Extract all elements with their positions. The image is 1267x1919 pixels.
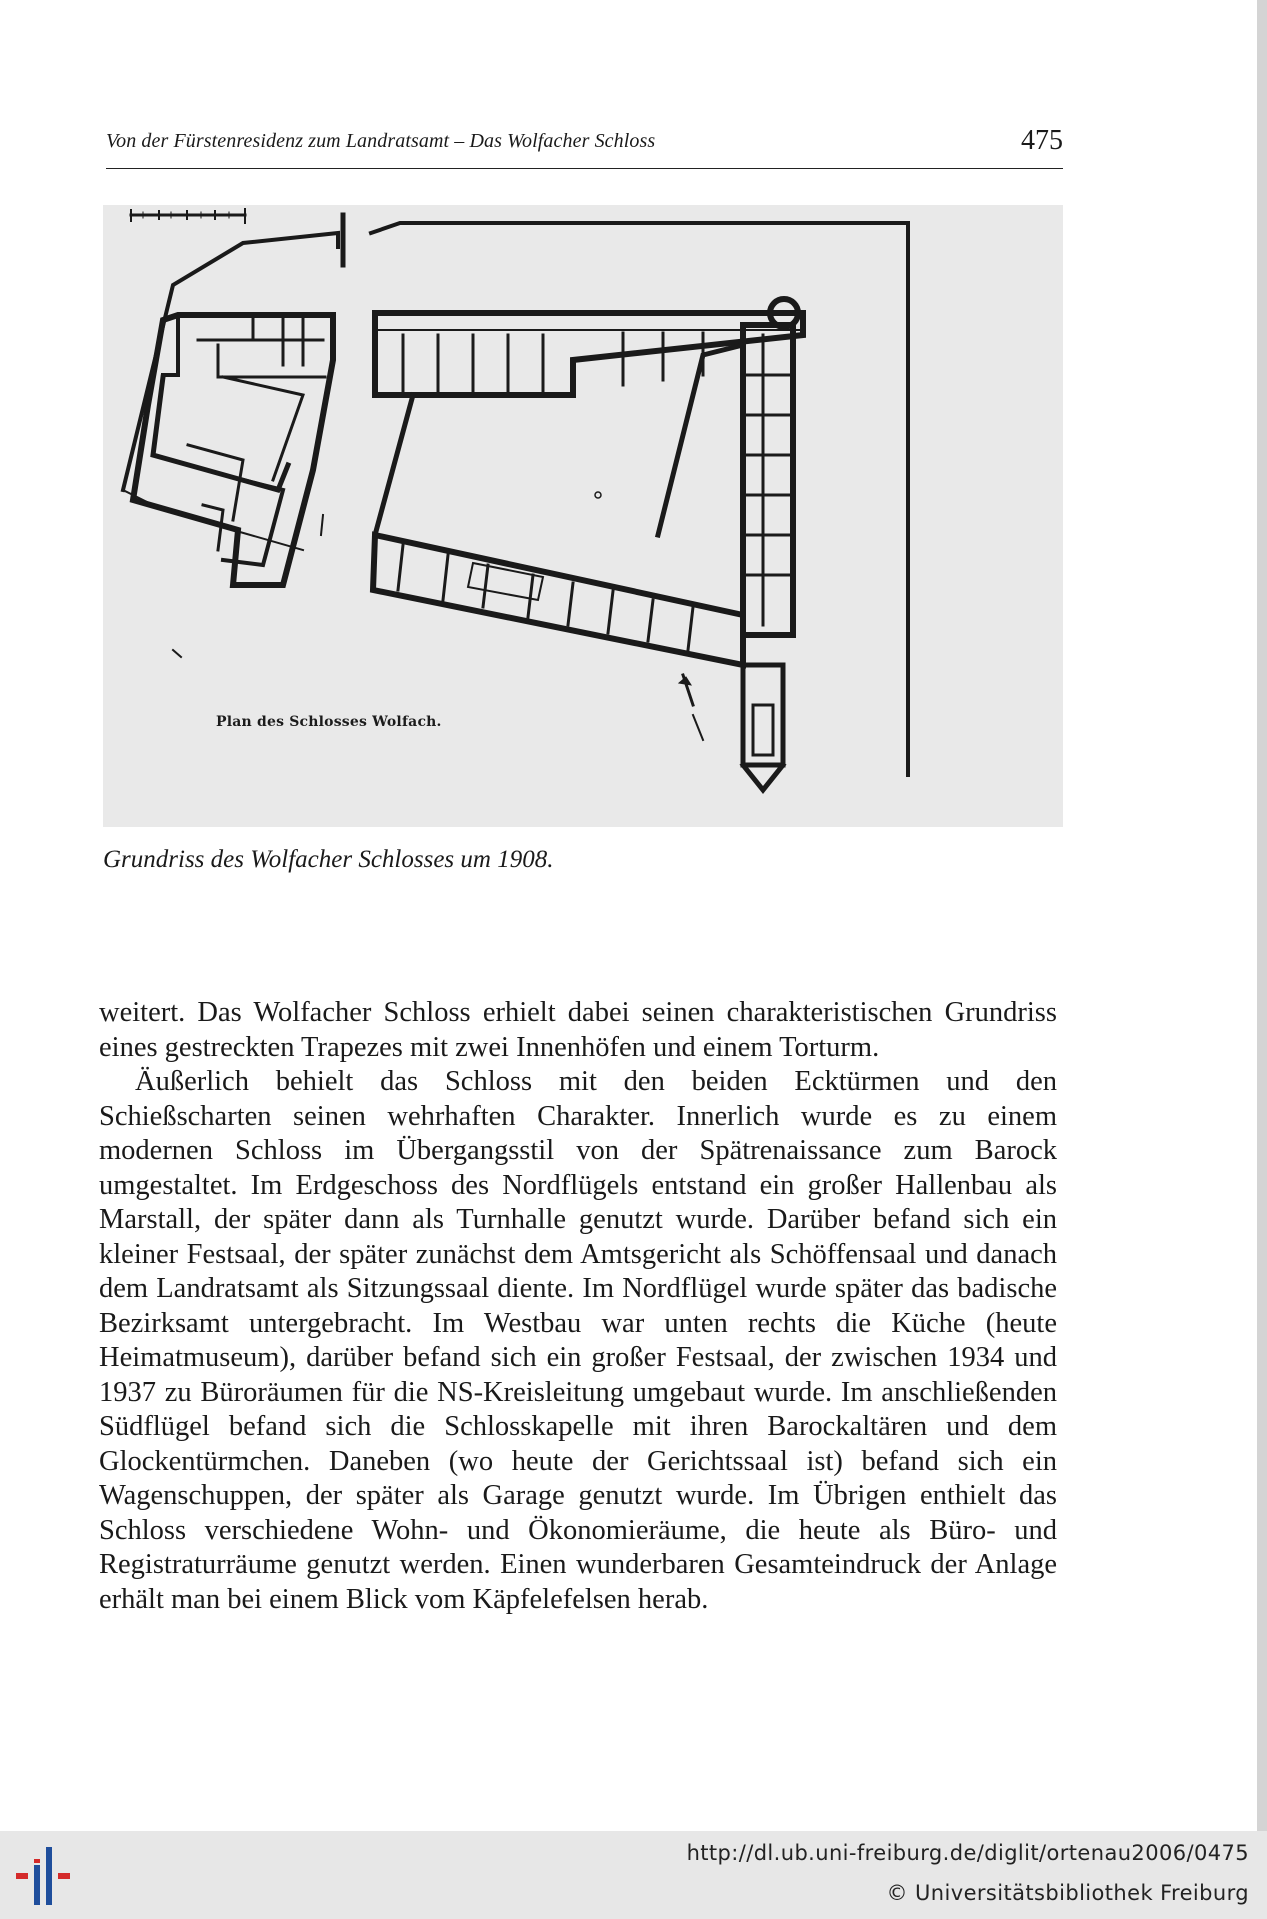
- scale-bar: [131, 209, 245, 223]
- floor-plan-drawing: [103, 205, 1063, 827]
- body-text: [99, 996, 1057, 1617]
- running-title: Von der Fürstenresidenz zum Landratsamt – Das Wolfacher Schloss: [106, 130, 656, 152]
- paragraph-1: weitert. Das Wolfacher Schloss erhielt dabei seinen charakteristischen Grundriss eines gestreckten Trapezes mit zwei Innenhöfen und einem Torturm.: [99, 997, 1057, 1063]
- page-number: 475: [1021, 125, 1063, 156]
- running-head: [106, 125, 1063, 169]
- paragraph-2: Äußerlich behielt das Schloss mit den beiden Ecktürmen und den Schießscharten seinen wehrhaften Charakter. Innerlich wurde es zu einem modernen Schloss im Übergangsstil von der Spätrenaissance zum Barock umgestaltet. Im Erdgeschoss des Nordflügels entstand ein großer Hallenbau als Marstall, der später dann als Turnhalle genutzt wurde. Darüber befand sich ein kleiner Festsaal, der später zunächst dem Amtsgericht als Schöffensaal und danach dem Landratsamt als Sitzungssaal diente. Im Nordflügel wurde später das badische Bezirksamt untergebracht. Im Westbau war unten rechts die Küche (heute Heimatmuseum), darüber befand sich ein großer Festsaal, der zwischen 1934 und 1937 zu Büroräumen für die NS-Kreisleitung umgebaut wurde. Im anschließenden Südflügel befand sich die Schlosskapelle mit ihren Barockaltären und dem Glockentürmchen. Daneben (wo heute der Gerichtssaal ist) befand sich ein Wagenschuppen, der später als Garage genutzt wurde. Im Übrigen enthielt das Schloss verschiedene Wohn- und Ökonomieräume, die heute als Büro- und Registraturräume genutzt werden. Einen wunderbaren Gesamteindruck der Anlage erhält man bei einem Blick vom Käpfelefelsen herab.: [99, 1066, 1057, 1615]
- footer-bar: [0, 1831, 1267, 1919]
- figure-caption: Grundriss des Wolfacher Schlosses um 1908.: [103, 846, 554, 873]
- footer-copyright: © Universitätsbibliothek Freiburg: [886, 1881, 1249, 1905]
- plan-inner-label: Plan des Schlosses Wolfach.: [216, 714, 442, 730]
- floor-plan-figure: [103, 205, 1063, 827]
- page-edge: [1257, 0, 1267, 1919]
- footer-url-link[interactable]: http://dl.ub.uni-freiburg.de/diglit/ortenau2006/0475: [686, 1841, 1249, 1865]
- library-logo-icon: [14, 1845, 84, 1907]
